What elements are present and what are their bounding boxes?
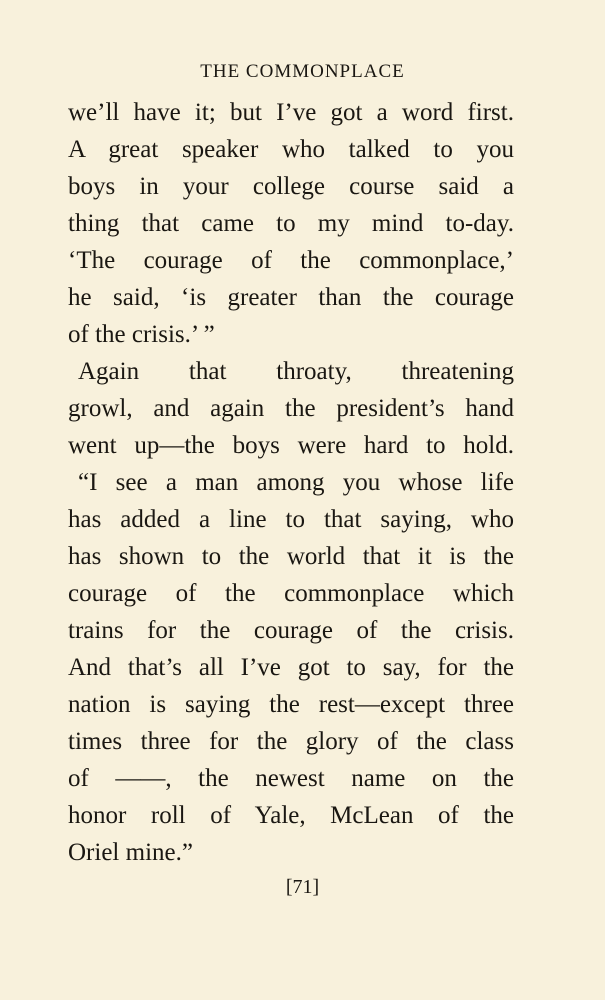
text-line: has added a line to that saying, who bbox=[68, 506, 514, 533]
text-line: he said, ‘is greater than the courage bbox=[68, 284, 514, 311]
text-line: boys in your college course said a bbox=[68, 173, 514, 200]
text-line: we’ll have it; but I’ve got a word first. bbox=[68, 99, 514, 126]
running-head: THE COMMONPLACE bbox=[200, 61, 405, 82]
text-line: growl, and again the president’s hand bbox=[68, 395, 514, 422]
text-line: thing that came to my mind to-day. bbox=[68, 210, 514, 237]
text-line: trains for the courage of the crisis. bbox=[68, 617, 514, 644]
paragraph-start-line: “I see a man among you whose life bbox=[78, 469, 514, 496]
text-line: ‘The courage of the commonplace,’ bbox=[68, 247, 514, 274]
text-line: A great speaker who talked to you bbox=[68, 136, 514, 163]
paragraph-start-line: Again that throaty, threatening bbox=[78, 358, 514, 385]
paragraph-end-line: of the crisis.’ ” bbox=[68, 321, 215, 348]
page-number: [71] bbox=[285, 876, 320, 898]
paragraph-end-line: went up—the boys were hard to hold. bbox=[68, 432, 514, 459]
text-line: And that’s all I’ve got to say, for the bbox=[68, 654, 514, 681]
body-text bbox=[68, 94, 514, 871]
text-line: times three for the glory of the class bbox=[68, 728, 514, 755]
text-line: honor roll of Yale, McLean of the bbox=[68, 802, 514, 829]
text-line: has shown to the world that it is the bbox=[68, 543, 514, 570]
text-line: nation is saying the rest—except three bbox=[68, 691, 514, 718]
paragraph-end-line: Oriel mine.” bbox=[68, 839, 193, 866]
text-line: courage of the commonplace which bbox=[68, 580, 514, 607]
text-line: of ——, the newest name on the bbox=[68, 765, 514, 792]
